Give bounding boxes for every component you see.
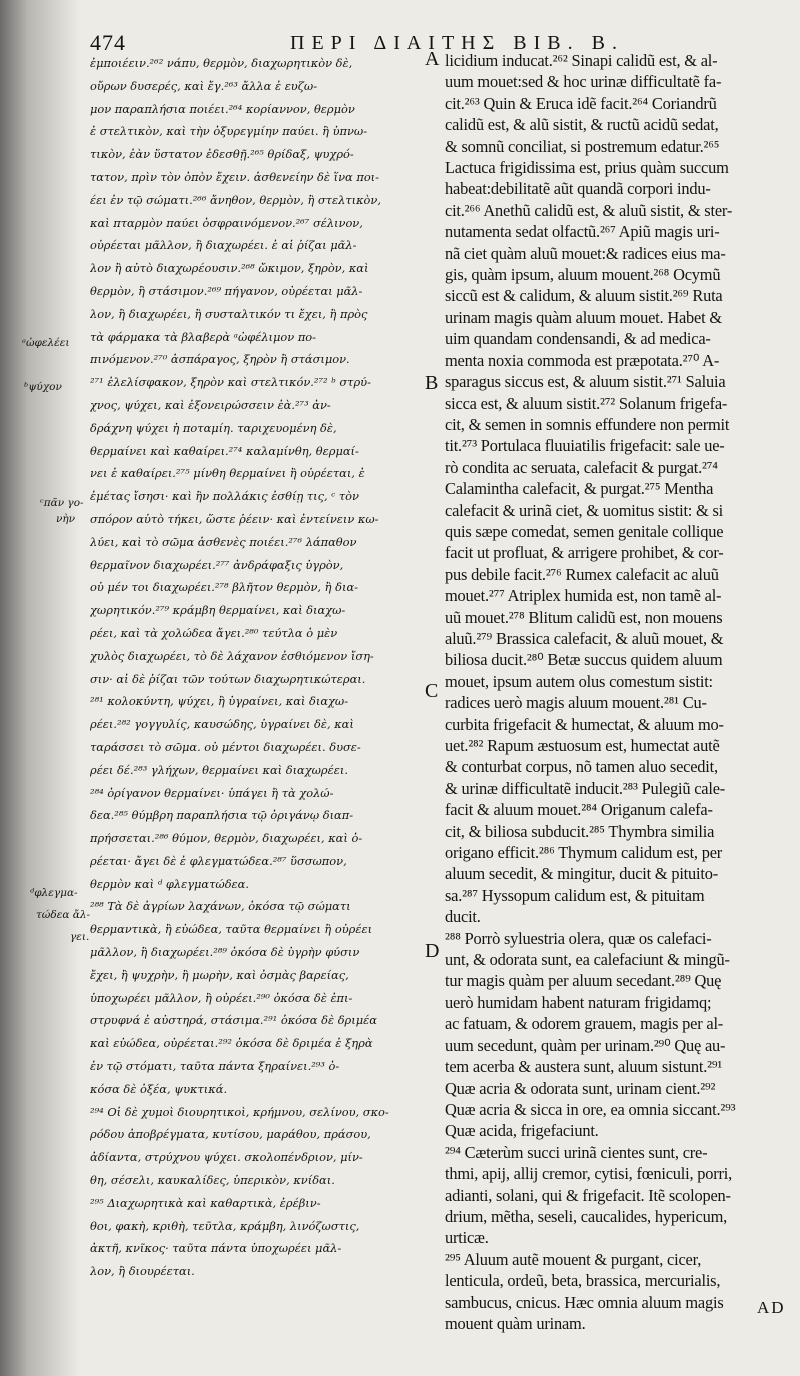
greek-column <box>90 52 422 1307</box>
margin-note: ᶜπᾶν γο- <box>40 497 84 509</box>
greek-text-line: λον, ἢ διαχωρέει, ἢ συσταλτικόν τι ἔχει, ἢ πρὸς <box>90 306 368 321</box>
latin-text-line: sa.²⁸⁷ Hyssopum calidum est, & pituitam <box>445 885 705 905</box>
latin-text-line: licidium inducat.²⁶² Sinapi calidũ est, & al- <box>445 51 718 70</box>
latin-text-line: uerò humidam habent naturam frigidamq; <box>445 992 712 1012</box>
latin-text-line: sambucus, cnicus. Hæc omnia aluum magis <box>445 1292 724 1312</box>
latin-text-line: rò condita ac seruata, calefacit & purgat.²⁷⁴ <box>445 457 718 477</box>
latin-text-line: ²⁸⁸ Porrò syluestria olera, quæ os calefaci- <box>445 928 712 948</box>
latin-text-line: Calamintha calefacit, & purgat.²⁷⁵ Mentha <box>445 479 714 499</box>
latin-text-line: mouet, ipsum autem olus comestum sistit: <box>445 671 713 691</box>
greek-text-line: τατον, πρὶν τὸν ὀπὸν ἔχειν. ἀσθενείην δὲ ἵνα ποι- <box>90 169 379 184</box>
page-number: 474 <box>90 30 126 55</box>
greek-text-line: νει ἐ καθαίρει.²⁷⁵ μίνθη θερμαίνει ἢ οὐρέεται, ἐ <box>90 466 365 481</box>
section-letter-a: A <box>425 48 440 70</box>
latin-text-line: Lactuca frigidissima est, prius quàm succum <box>445 158 729 178</box>
latin-text-line: sparagus siccus est, & aluum sistit.²⁷¹ Saluia <box>445 372 726 392</box>
latin-text-line: tit.²⁷³ Portulaca fluuiatilis frigefacit: sale ue- <box>445 436 725 456</box>
greek-text-line: θερμαντικὰ, ἢ εὐώδεα, ταῦτα θερμαίνει ἢ οὐρέει <box>90 922 373 937</box>
latin-text-line: ducit. <box>445 907 481 927</box>
greek-text-line: λον, ἢ διουρέεται. <box>90 1264 195 1279</box>
latin-text-line: Quæ acria & odorata sunt, urinam cient.²⁹² <box>445 1078 716 1098</box>
greek-text-line: οὐρέεται μᾶλλον, ἢ διαχωρέει. ἐ αἱ ῥίζαι μᾶλ- <box>90 238 357 253</box>
latin-text-line: calidũ est, & alũ sistit, & ructũ acidũ sedat, <box>445 115 719 135</box>
greek-text-line: στρυφνά ἐ αὐστηρά, στάσιμα.²⁹¹ ὁκόσα δὲ δριμέα <box>90 1013 377 1028</box>
greek-text-line: ²⁹⁵ Διαχωρητικὰ καὶ καθαρτικὰ, ἐρέβιν- <box>90 1195 321 1210</box>
section-letter-d: D <box>425 940 440 962</box>
latin-text-line: ²⁹⁵ Aluum autẽ mouent & purgant, cicer, <box>445 1249 702 1269</box>
greek-text-line: δράχνη ψύχει ἡ ποταμίη. ταριχευομένη δὲ, <box>90 420 337 435</box>
latin-text-line: ²⁹⁴ Cæterùm succi urinã cientes sunt, cre- <box>445 1142 708 1162</box>
latin-text-line: tem acerba & austera sunt, aluum sistunt.²⁹¹ <box>445 1057 723 1077</box>
greek-text-line: ἐν τῷ στόματι, ταῦτα πάντα ξηραίνει.²⁹³ ὁ- <box>90 1059 340 1074</box>
running-head: ΠΕΡΙ ΔΙΑΙΤΗΣ ΒΙΒ. Β. <box>290 32 624 54</box>
margin-note: ᵃὠφελέει <box>22 337 70 349</box>
latin-text-line: drium, mẽtha, seseli, caucalides, hypericum, <box>445 1206 728 1226</box>
latin-text-line: facit & aluum mouet.²⁸⁴ Origanum calefa- <box>445 800 713 820</box>
latin-text-line: menta noxia commoda est præpotata.²⁷⁰ A- <box>445 350 720 370</box>
latin-text-line: uum mouet:sed & hoc urinæ difficultatẽ fa- <box>445 72 722 92</box>
greek-text-line: σπόρον αὐτὸ τήκει, ὥστε ῥέειν· καὶ ἐντείνειν κω- <box>90 511 379 526</box>
greek-text-line: θοι, φακὴ, κριθὴ, τεῦτλα, κράμβη, λινόζωστις, <box>90 1218 360 1233</box>
latin-text-line: uũ mouet.²⁷⁸ Blitum calidũ est, non mouens <box>445 607 723 627</box>
greek-text-line: ταράσσει τὸ σῶμα. οὐ μέντοι διαχωρέει. δυσε- <box>90 739 361 754</box>
latin-text-line: urticæ. <box>445 1228 489 1248</box>
greek-text-line: τικὸν, ἐὰν ὕστατον ἐδεσθῇ.²⁶⁵ θρίδαξ, ψυχρό- <box>90 147 354 162</box>
latin-text-line: origano efficit.²⁸⁶ Thymum calidum est, per <box>445 843 723 863</box>
margin-note: ᵈφλεγμα- <box>30 887 78 899</box>
latin-text-line: uet.²⁸² Rapum æstuosum est, humectat autẽ <box>445 736 720 755</box>
greek-text-line: πινόμενον.²⁷⁰ ἀσπάραγος, ξηρὸν ἢ στάσιμον. <box>90 352 350 367</box>
gutter-shadow <box>0 0 80 1376</box>
latin-text-line: facit ut profluat, & arrigere prohibet, & cor- <box>445 543 724 563</box>
latin-text-line: gis, quàm ipsum, aluum mouent.²⁶⁸ Ocymũ <box>445 265 721 285</box>
latin-text-line: lenticula, ordeũ, beta, brassica, mercurialis, <box>445 1271 721 1291</box>
margin-note: ᵇψύχον <box>24 381 62 393</box>
greek-text-line: ἐ στελτικὸν, καὶ τὴν ὀξυρεγμίην παύει. ἢ ὑπνω- <box>90 124 368 139</box>
greek-text-line: καὶ πταρμὸν παύει ὀσφραινόμενον.²⁶⁷ σέλινον, <box>90 215 363 230</box>
section-letter-c: C <box>425 680 439 702</box>
latin-text-line: cit.²⁶³ Quin & Eruca idẽ facit.²⁶⁴ Coriandrũ <box>445 93 717 113</box>
greek-text-line: μον παραπλήσια ποιέει.²⁶⁴ κορίαννον, θερμὸν <box>90 101 355 116</box>
margin-note: γει. <box>70 931 90 943</box>
latin-text-line: uum secedunt, quàm per urinam.²⁹⁰ Quę au- <box>445 1035 726 1055</box>
greek-text-line: ἀδίαντα, στρύχνου ψύχει. σκολοπένδριον, μίν- <box>90 1150 363 1165</box>
greek-text-line: χνος, ψύχει, καὶ ἐξονειρώσσειν ἐὰ.²⁷³ ἀν- <box>90 397 331 412</box>
greek-text-line: θερμαῖνον διαχωρέει.²⁷⁷ ἀνδράφαξις ὑγρὸν, <box>90 557 344 572</box>
latin-text-line: siccũ est & calidum, & aluum sistit.²⁶⁹ Ruta <box>445 286 723 306</box>
page-header <box>0 22 800 55</box>
greek-text-line: κόσα δὲ ὀξέα, ψυκτικά. <box>90 1081 228 1096</box>
latin-text-line: aluum secedit, & mingitur, ducit & pituito- <box>445 864 718 884</box>
latin-text-line: mouent quàm urinam. <box>445 1313 586 1333</box>
latin-text-line: mouet.²⁷⁷ Atriplex humida est, non tamẽ al- <box>445 586 722 606</box>
greek-text-line: ²⁸⁸ Τὰ δὲ ἀγρίων λαχάνων, ὁκόσα τῷ σώματι <box>90 899 351 914</box>
latin-text-line: tur magis quàm per aluum secedant.²⁸⁹ Quę <box>445 971 722 991</box>
greek-text-line: θερμὸν, ἢ στάσιμον.²⁶⁹ πήγανον, οὐρέεται μᾶλ- <box>90 283 363 298</box>
greek-text-line: χωρητικόν.²⁷⁹ κράμβη θερμαίνει, καὶ διαχω- <box>90 603 346 618</box>
greek-text-line: ἐμέτας ἴσησι· καὶ ἢν πολλάκις ἐσθίῃ τις, ᶜ τὸν <box>90 489 359 504</box>
latin-text-line: thmi, apij, allij cremor, cytisi, fœniculi, porri, <box>445 1164 733 1184</box>
greek-text-line: πρήσσεται.²⁸⁶ θύμον, θερμὸν, διαχωρέει, καὶ ὀ- <box>90 831 363 846</box>
greek-text-line: ²⁷¹ ἐλελίσφακον, ξηρὸν καὶ στελτικόν.²⁷² ᵇ στρύ- <box>90 375 371 390</box>
greek-text-line: θη, σέσελι, καυκαλίδες, ὑπερικὸν, κνίδαι. <box>90 1173 335 1188</box>
greek-text-line: οὐ μέν τοι διαχωρέει.²⁷⁸ βλῆτον θερμὸν, ἢ δια- <box>90 580 358 595</box>
greek-text-line: θερμὸν καὶ ᵈ φλεγματώδεα. <box>90 876 249 891</box>
latin-text-line: urinam magis quàm aluum mouet. Habet & <box>445 307 722 327</box>
greek-text-line: τὰ φάρμακα τὰ βλαβερὰ ᵃὠφέλιμον πο- <box>90 329 317 344</box>
greek-text-line: χυλὸς διαχωρέει, τὸ δὲ λάχανον ἐσθιόμενον ἴση- <box>90 648 374 663</box>
latin-text-line: radices uerò magis aluum mouent.²⁸¹ Cu- <box>445 693 707 713</box>
greek-text-line: ²⁸¹ κολοκύντη, ψύχει, ἢ ὑγραίνει, καὶ διαχω- <box>90 694 349 709</box>
latin-text-line: nutamenta sedat olfactũ.²⁶⁷ Apiũ magis uri- <box>445 222 720 242</box>
latin-text-line: cit, & biliosa subducit.²⁸⁵ Thymbra similia <box>445 821 715 841</box>
latin-text-line: uim quandam condensandi, & ad medica- <box>445 329 711 349</box>
greek-text-line: ρόδου ἀποβρέγματα, κυτίσου, μαράθου, πράσου, <box>90 1127 371 1142</box>
latin-text-line: aluũ.²⁷⁹ Brassica calefacit, & aluũ mouet, & <box>445 628 724 648</box>
latin-text-line: calefacit & urinã ciet, & uomitus sistit: & si <box>445 500 724 520</box>
greek-text-line: ρέει δέ.²⁸³ γλήχων, θερμαίνει καὶ διαχωρέει. <box>90 762 348 777</box>
latin-text-line: biliosa ducit.²⁸⁰ Betæ succus quidem aluum <box>445 650 723 670</box>
greek-text-line: οὔρων δυσερές, καὶ ἔγ.²⁶³ ἄλλα ἐ ευζω- <box>90 78 318 93</box>
latin-text-line: & urinæ difficultatẽ inducit.²⁸³ Pulegiũ cale- <box>445 778 726 798</box>
greek-text-line: ²⁸⁴ ὀρίγανον θερμαίνει· ὑπάγει ἢ τὰ χολώ- <box>90 785 334 800</box>
margin-note: νὴν <box>56 513 76 525</box>
latin-column <box>445 50 795 1333</box>
greek-text-line: ρέεται· ἄγει δὲ ἐ φλεγματώδεα.²⁸⁷ ὕσσωπον, <box>90 853 347 868</box>
greek-text-line: ²⁹⁴ Οἱ δὲ χυμοὶ διουρητικοὶ, κρήμνου, σελίνου, σκο- <box>90 1104 389 1119</box>
margin-note: τώδεα ἄλ- <box>36 909 91 921</box>
latin-text-line: nã ciet quàm aluũ mouet:& radices eius ma- <box>445 243 726 263</box>
greek-text-line: λον ἢ αὐτὸ διαχωρέουσιν.²⁶⁸ ὤκιμον, ξηρὸν, καὶ <box>90 261 369 276</box>
latin-text-line: & conturbat corpus, nõ tamen aluo secedit, <box>445 757 718 777</box>
latin-text-line: pus debile facit.²⁷⁶ Rumex calefacit ac aluũ <box>445 564 719 584</box>
greek-text-line: ρέει.²⁸² γογγυλίς, καυσώδης, ὑγραίνει δὲ, καὶ <box>90 717 354 732</box>
latin-text-line: Quæ acida, frigefaciunt. <box>445 1121 599 1141</box>
latin-text-line: ac fatuam, & odorem grauem, magis per al- <box>445 1014 724 1034</box>
latin-text-line: cit, & semen in somnis effundere non permit <box>445 414 730 434</box>
catchword: AD <box>757 1298 786 1317</box>
greek-text-line: ἀκτῆ, κνῖκος· ταῦτα πάντα ὑποχωρέει μᾶλ- <box>90 1241 342 1256</box>
greek-text-line: μᾶλλον, ἢ διαχωρέει.²⁸⁹ ὁκόσα δὲ ὑγρὴν φύσιν <box>90 945 360 960</box>
latin-text-line: Quæ acria & sicca in ore, ea omnia siccant.²⁹³ <box>445 1099 736 1119</box>
greek-text-line: ἔχει, ἢ ψυχρὴν, ἢ μωρὴν, καὶ ὀσμὰς βαρείας, <box>90 967 349 982</box>
greek-text-line: ἐμποιέειν.²⁶² νάπυ, θερμὸν, διαχωρητικὸν δὲ, <box>90 56 353 70</box>
greek-text-line: σιν· αἱ δὲ ῥίζαι τῶν τούτων διαχωρητικώτεραι. <box>90 671 366 686</box>
greek-text-line: λύει, καὶ τὸ σῶμα ἀσθενὲς ποιέει.²⁷⁶ λάπαθον <box>90 534 357 549</box>
section-letter-b: B <box>425 372 439 394</box>
greek-text-line: έει ἐν τῷ σώματι.²⁶⁶ ἄνηθον, θερμὸν, ἢ στελτικὸν, <box>90 192 381 207</box>
greek-text-line: ρέει, καὶ τὰ χολώδεα ἄγει.²⁸⁰ τεύτλα ὁ μὲν <box>90 625 338 640</box>
latin-text-line: cit.²⁶⁶ Anethũ calidũ est, & aluũ sistit, & ster- <box>445 200 733 220</box>
greek-text-line: δεα.²⁸⁵ θύμβρη παραπλήσια τῷ ὀριγάνῳ διαπ- <box>90 808 354 823</box>
greek-text-line: θερμαίνει καὶ καθαίρει.²⁷⁴ καλαμίνθη, θερμαί- <box>90 443 359 458</box>
latin-text-line: & somnũ conciliat, si postremum edatur.²⁶⁵ <box>445 136 720 156</box>
latin-text-line: curbita frigefacit & humectat, & aluum mo- <box>445 714 724 734</box>
greek-text-line: καὶ εὐώδεα, οὐρέεται.²⁹² ὁκόσα δὲ δριμέα ἐ ξηρὰ <box>90 1036 373 1051</box>
latin-text-line: habeat:debilitatẽ aũt quandã corpori indu- <box>445 179 711 199</box>
latin-text-line: adianti, solani, qui & frigefacit. Itẽ scolopen- <box>445 1185 731 1205</box>
greek-text-line: ὑποχωρέει μᾶλλον, ἢ οὐρέει.²⁹⁰ ὁκόσα δὲ ἐπι- <box>90 990 353 1005</box>
latin-text-line: quis sæpe comedat, semen genitale collique <box>445 521 724 541</box>
latin-text-line: unt, & odorata sunt, ea calefaciunt & mingũ- <box>445 950 730 970</box>
latin-text-line: sicca est, & aluum sistit.²⁷² Solanum frigefa- <box>445 393 728 413</box>
